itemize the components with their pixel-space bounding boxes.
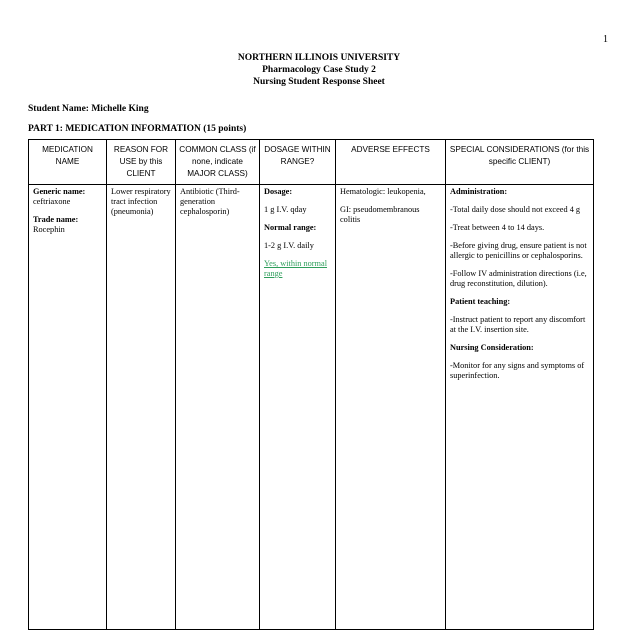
document-header — [0, 52, 638, 88]
page-number: 1 — [603, 34, 608, 45]
cell-medication-name — [29, 185, 107, 630]
trade-name-value: Rocephin — [33, 225, 65, 234]
response-sheet-title: Nursing Student Response Sheet — [253, 77, 385, 87]
header-reason-for-use: REASON FOR USE by this CLIENT — [107, 140, 176, 185]
header-dosage-within-range: DOSAGE WITHIN RANGE? — [260, 140, 336, 185]
normal-range-value: 1-2 g I.V. daily — [264, 241, 314, 250]
normal-range-label: Normal range: — [264, 223, 317, 232]
header-adverse-effects: ADVERSE EFFECTS — [336, 140, 446, 185]
medication-table — [28, 139, 594, 630]
within-range-answer: Yes, within normal range — [264, 259, 328, 278]
nursing-consideration-item: -Monitor for any signs and symptoms of superinfection. — [450, 361, 585, 380]
dosage-value: 1 g I.V. qday — [264, 205, 307, 214]
administration-item: -Total daily dose should not exceed 4 g — [450, 205, 581, 214]
header-special-considerations: SPECIAL CONSIDERATIONS (for this specific CLIENT) — [446, 140, 594, 185]
table-header-row — [29, 140, 594, 185]
nursing-consideration-label: Nursing Consideration: — [450, 343, 534, 352]
adverse-hematologic: Hematologic: leukopenia, — [340, 187, 426, 196]
table-row — [29, 185, 594, 630]
cell-common-class — [176, 185, 260, 630]
case-study-title: Pharmacology Case Study 2 — [262, 65, 376, 75]
student-name: Student Name: Michelle King — [28, 104, 149, 114]
reason-text: Lower respiratory tract infection (pneumonia) — [111, 187, 171, 216]
patient-teaching-item: -Instruct patient to report any discomfort at the I.V. insertion site. — [450, 315, 586, 334]
cell-adverse-effects — [336, 185, 446, 630]
header-medication-name: MEDICATION NAME — [29, 140, 107, 185]
header-common-class: COMMON CLASS (if none, indicate MAJOR CLASS) — [176, 140, 260, 185]
cell-dosage — [260, 185, 336, 630]
cell-reason-for-use — [107, 185, 176, 630]
generic-name-value: ceftriaxone — [33, 197, 71, 206]
administration-item: -Treat between 4 to 14 days. — [450, 223, 545, 232]
part-title: PART 1: MEDICATION INFORMATION (15 points) — [28, 124, 247, 134]
class-text: Antibiotic (Third-generation cephalosporin) — [180, 187, 240, 216]
administration-item: -Before giving drug, ensure patient is not allergic to penicillins or cephalosporins. — [450, 241, 587, 260]
trade-name-label: Trade name: — [33, 215, 79, 224]
university-name: NORTHERN ILLINOIS UNIVERSITY — [237, 53, 401, 63]
patient-teaching-label: Patient teaching: — [450, 297, 511, 306]
adverse-gi: GI: pseudomembranous colitis — [340, 205, 420, 224]
dosage-label: Dosage: — [264, 187, 293, 196]
cell-special-considerations — [446, 185, 594, 630]
generic-name-label: Generic name: — [33, 187, 86, 196]
administration-item: -Follow IV administration directions (i.e, drug reconstitution, dilution). — [450, 269, 587, 288]
administration-label: Administration: — [450, 187, 508, 196]
